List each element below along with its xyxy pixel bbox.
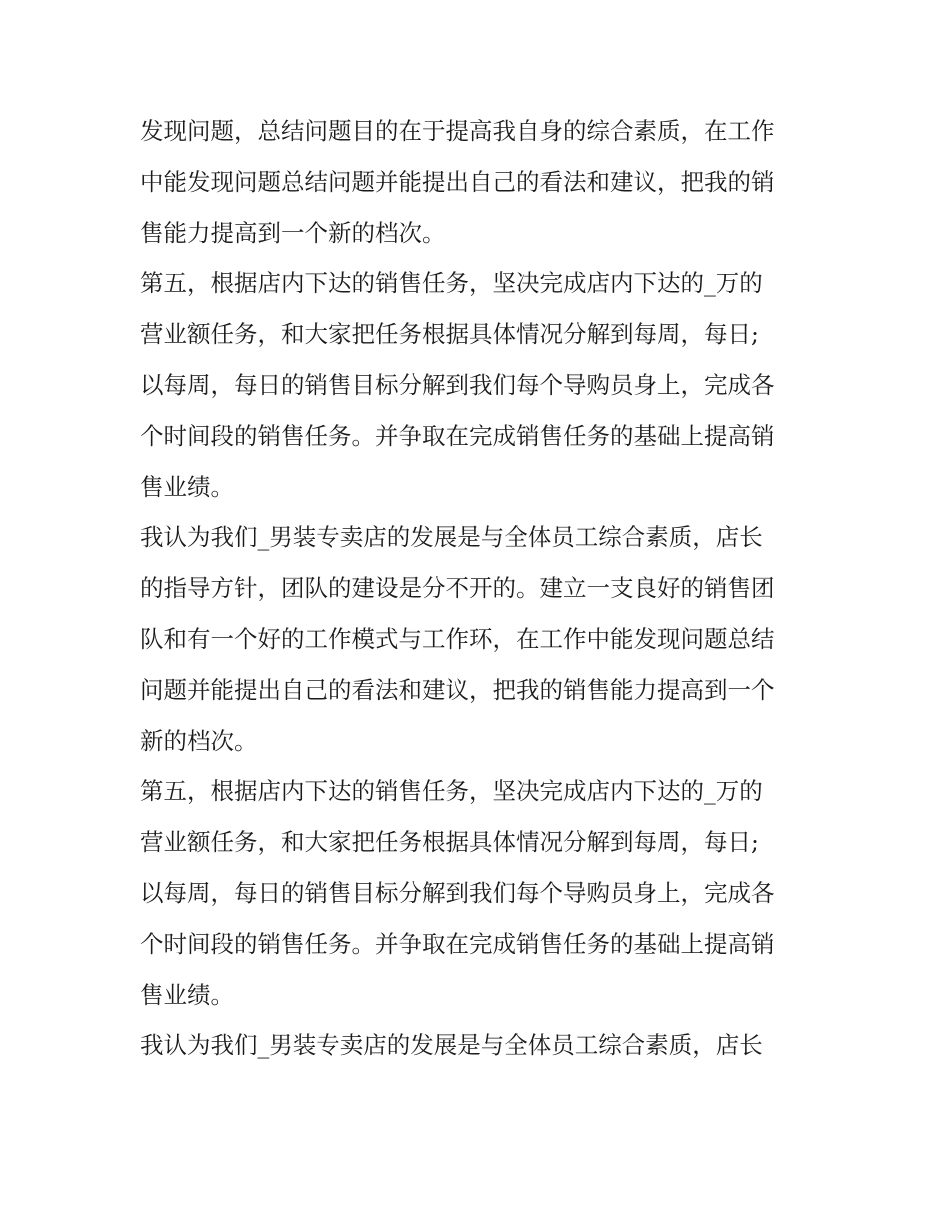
text-line: 第五，根据店内下达的销售任务，坚决完成店内下达的_万的 (140, 269, 763, 298)
text-line: 发现问题，总结问题目的在于提高我自身的综合素质，在工作 (140, 117, 775, 145)
text-line: 的指导方针，团队的建设是分不开的。建立一支良好的销售团 (140, 574, 775, 603)
text-line: 问题并能提出自己的看法和建议，把我的销售能力提高到一个 (140, 675, 775, 704)
text-line: 第五，根据店内下达的销售任务，坚决完成店内下达的_万的 (140, 777, 763, 806)
text-line: 中能发现问题总结问题并能提出自己的看法和建议，把我的销 (140, 167, 775, 196)
text-line: 我认为我们_男装专卖店的发展是与全体员工综合素质，店长 (140, 1031, 763, 1060)
text-line: 售业绩。 (140, 472, 234, 501)
text-line: 队和有一个好的工作模式与工作环，在工作中能发现问题总结 (140, 624, 775, 653)
text-line: 以每周，每日的销售目标分解到我们每个导购员身上，完成各 (140, 878, 775, 907)
text-line: 营业额任务，和大家把任务根据具体情况分解到每周，每日; (140, 320, 759, 349)
text-line: 售业绩。 (140, 980, 234, 1009)
text-line: 我认为我们_男装专卖店的发展是与全体员工综合素质，店长 (140, 523, 763, 552)
text-line: 个时间段的销售任务。并争取在完成销售任务的基础上提高销 (140, 421, 775, 450)
text-line: 营业额任务，和大家把任务根据具体情况分解到每周，每日; (140, 828, 759, 857)
text-line: 售能力提高到一个新的档次。 (140, 218, 446, 247)
text-line: 新的档次。 (140, 726, 258, 755)
document-body (140, 106, 820, 1071)
text-line: 以每周，每日的销售目标分解到我们每个导购员身上，完成各 (140, 370, 775, 399)
text-line: 个时间段的销售任务。并争取在完成销售任务的基础上提高销 (140, 929, 775, 958)
